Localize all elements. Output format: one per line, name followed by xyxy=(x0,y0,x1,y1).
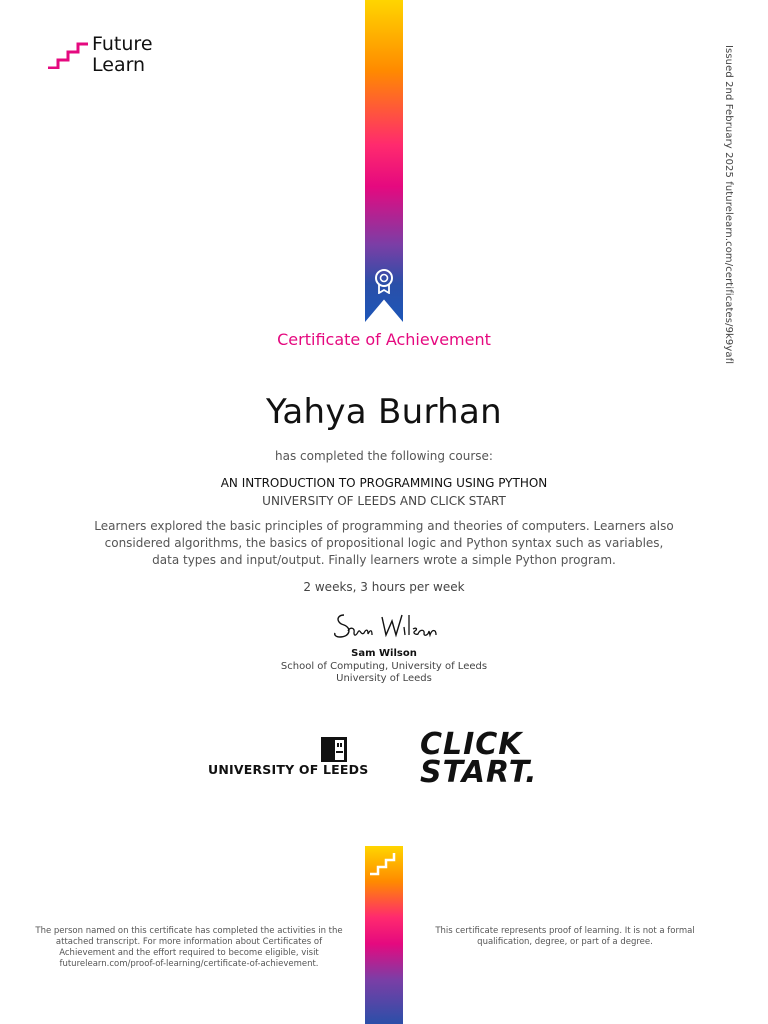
logo-line-2: Learn xyxy=(92,54,146,76)
issued-info: Issued 2nd February 2025 futurelearn.com/certificates/9k9yafl xyxy=(723,45,734,365)
leeds-crest-icon xyxy=(321,737,347,762)
signatory-name: Sam Wilson xyxy=(351,648,417,659)
click-start-logo xyxy=(420,727,538,790)
click-start-line-2: START. xyxy=(420,755,538,790)
footer-right-text: This certificate represents proof of learning. It is not a formal qualification, degree, or part of a degree. xyxy=(435,926,695,947)
course-description: Learners explored the basic principles of programming and theories of computers. Learners also considered algorithms, the basics of propositional logic and Python syntax such as variables, data types and input/output. Finally learners wrote a simple Python program. xyxy=(94,519,674,567)
course-organization: UNIVERSITY OF LEEDS AND CLICK START xyxy=(262,494,506,508)
signatory-role: School of Computing, University of Leeds xyxy=(280,661,488,672)
logo-wordmark xyxy=(92,34,153,76)
futurelearn-stair-icon xyxy=(370,850,398,876)
completed-text: has completed the following course: xyxy=(275,449,493,463)
university-of-leeds-logo: UNIVERSITY OF LEEDS xyxy=(208,762,369,777)
signatory-organization: University of Leeds xyxy=(336,673,432,684)
signature xyxy=(330,607,440,649)
course-title: AN INTRODUCTION TO PROGRAMMING USING PYTHON xyxy=(220,476,548,490)
recipient-name: Yahya Burhan xyxy=(265,392,503,432)
course-duration: 2 weeks, 3 hours per week xyxy=(303,580,465,594)
certificate-title: Certificate of Achievement xyxy=(277,330,491,349)
click-start-line-1: CLICK xyxy=(420,727,523,762)
footer-left-text: The person named on this certificate has completed the activities in the attached transcript. For more information about Certificates of Achievement and the effort required to become eligible, visit futurelearn.com/proof-of-learning/certificate-of-achievement. xyxy=(35,926,343,969)
logo-line-1: Future xyxy=(92,33,153,55)
futurelearn-logo xyxy=(48,34,188,78)
award-rosette-icon xyxy=(372,268,396,294)
futurelearn-stair-icon xyxy=(48,39,88,69)
